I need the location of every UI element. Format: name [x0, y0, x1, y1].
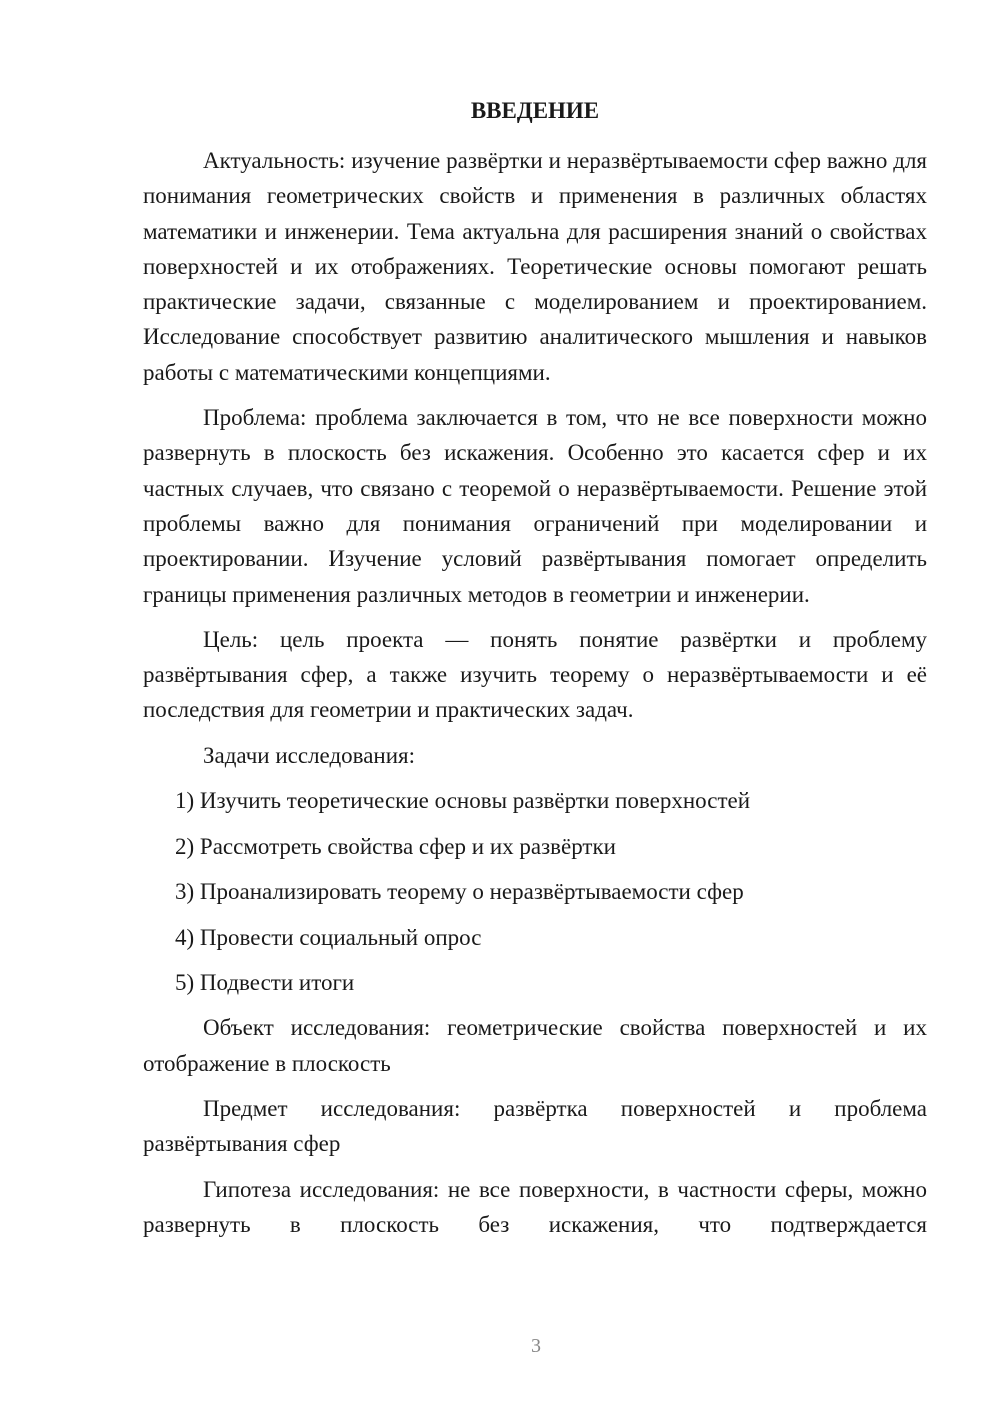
paragraph-goal: Цель: цель проекта — понять понятие развёртки и проблему развёртывания сфер, а также изучить теорему о неразвёртываемости и её последствия для геометрии и практических задач. — [143, 626, 927, 723]
task-item-4: 4) Провести социальный опрос — [175, 924, 482, 950]
task-item-5: 5) Подвести итоги — [175, 970, 355, 996]
paragraph-relevance: Актуальность: изучение развёртки и неразвёртываемости сфер важно для понимания геометрических свойств и применения в различных областях математики и инженерии. Тема актуальна для расширения знаний о свойствах поверхностей и их отображениях. Теоретические основы помогают решать практические задачи, связанные с моделированием и проектированием. Исследование способствует развитию аналитического мышления и навыков работы с математическими концепциями. — [143, 148, 927, 385]
task-item-1: 1) Изучить теоретические основы развёртки поверхностей — [175, 788, 751, 814]
paragraph-problem: Проблема: проблема заключается в том, что не все поверхности можно развернуть в плоскость без искажения. Особенно это касается сфер и их частных случаев, что связано с теоремой о неразвёртываемости. Решение этой проблемы важно для понимания ограничений при моделировании и проектировании. Изучение условий развёртывания помогает определить границы применения различных методов в геометрии и инженерии. — [143, 405, 927, 607]
section-title: ВВЕДЕНИЕ — [470, 98, 600, 123]
document-body — [143, 143, 927, 1242]
page-number: 3 — [531, 1335, 541, 1357]
task-item-3: 3) Проанализировать теорему о неразвёртываемости сфер — [175, 879, 744, 905]
task-item-2: 2) Рассмотреть свойства сфер и их развёртки — [175, 833, 616, 859]
paragraph-object: Объект исследования: геометрические свойства поверхностей и их отображение в плоскость — [143, 1015, 927, 1076]
paragraph-subject: Предмет исследования: развёртка поверхностей и проблема развёртывания сфер — [143, 1095, 927, 1157]
paragraph-hypothesis: Гипотеза исследования: не все поверхности, в частности сферы, можно развернуть в плоскость без искажения, что подтверждается — [143, 1176, 927, 1237]
tasks-heading: Задачи исследования: — [203, 742, 416, 768]
tasks-list — [143, 783, 927, 1000]
